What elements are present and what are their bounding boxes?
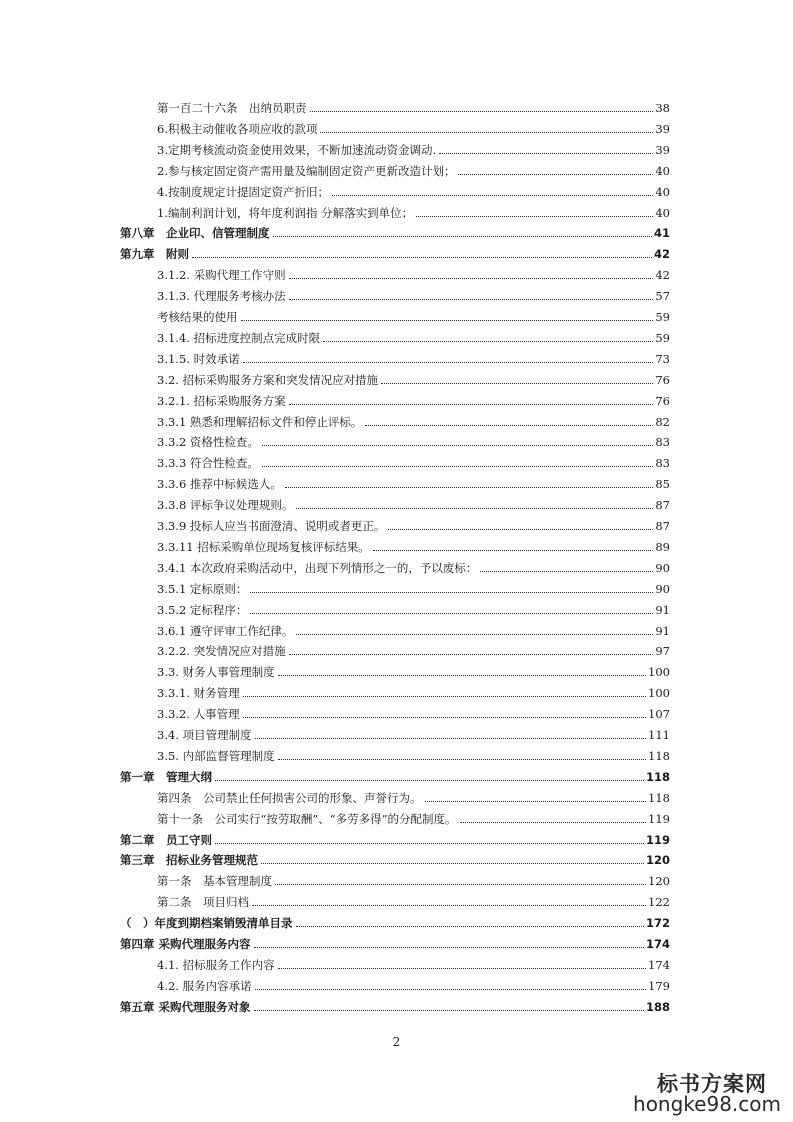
toc-leader-dots xyxy=(480,571,653,572)
toc-entry-page: 91 xyxy=(655,623,670,638)
toc-entry-page: 89 xyxy=(655,539,670,554)
toc-entry-label: 4.1. 招标服务工作内容 xyxy=(157,957,275,972)
toc-entry[interactable] xyxy=(0,889,670,909)
toc-leader-dots xyxy=(243,717,646,718)
toc-leader-dots xyxy=(425,801,647,802)
toc-entry[interactable] xyxy=(0,785,670,805)
toc-leader-dots xyxy=(320,132,653,133)
toc-leader-dots xyxy=(262,445,653,446)
toc-entry-label: 第二条 项目归档 xyxy=(157,895,249,910)
toc-chapter-entry[interactable] xyxy=(0,847,670,867)
toc-leader-dots xyxy=(458,174,653,175)
toc-entry[interactable] xyxy=(0,701,670,721)
toc-entry-label: 3.3.3 符合性检查。 xyxy=(157,456,259,471)
watermark-title: 标书方案网 xyxy=(657,1072,767,1096)
toc-entry[interactable] xyxy=(0,534,670,554)
toc-chapter-entry[interactable] xyxy=(0,220,670,240)
toc-entry-label: 3.6.1 遵守评审工作纪律。 xyxy=(157,623,294,638)
toc-entry-page: 41 xyxy=(653,226,670,241)
toc-entry-page: 122 xyxy=(648,895,670,910)
toc-leader-dots xyxy=(254,947,644,948)
toc-entry-label: 4.按制度规定计提固定资产折旧； xyxy=(157,184,329,199)
toc-entry-page: 59 xyxy=(655,310,670,324)
toc-entry-label: 3.3.11 招标采购单位现场复核评标结果。 xyxy=(157,539,370,554)
toc-entry[interactable] xyxy=(0,409,670,429)
toc-leader-dots xyxy=(273,236,652,237)
toc-leader-dots xyxy=(261,863,644,864)
toc-entry-page: 87 xyxy=(655,498,670,513)
toc-entry-label: 3.4. 项目管理制度 xyxy=(157,728,252,742)
toc-entry[interactable] xyxy=(0,450,670,470)
toc-entry-label: 第十一条 公司实行“按劳取酬”、“多劳多得”的分配制度。 xyxy=(157,811,457,826)
toc-entry-label: 2.参与核定固定资产需用量及编制固定资产更新改造计划； xyxy=(157,163,456,178)
toc-entry[interactable] xyxy=(0,659,670,679)
toc-entry[interactable] xyxy=(0,806,670,826)
toc-entry-page: 38 xyxy=(655,101,670,115)
toc-leader-dots xyxy=(365,425,653,426)
toc-leader-dots xyxy=(192,257,652,258)
toc-entry-page: 100 xyxy=(648,665,670,680)
toc-leader-dots xyxy=(289,278,654,279)
toc-entry[interactable] xyxy=(0,116,670,136)
toc-entry-label: 第一章 管理大纲 xyxy=(120,769,212,784)
toc-entry-label: 3.1.2. 采购代理工作守则 xyxy=(157,268,286,283)
toc-entry-page: 82 xyxy=(655,414,670,429)
toc-entry-label: 3.3.6 推荐中标候选人。 xyxy=(157,477,282,492)
toc-entry-page: 119 xyxy=(648,811,670,826)
toc-entry-label: 3.3.1. 财务管理 xyxy=(157,686,240,701)
toc-leader-dots xyxy=(278,675,646,676)
toc-entry-page: 73 xyxy=(655,351,670,366)
toc-entry-page: 174 xyxy=(648,957,670,972)
toc-entry-page: 118 xyxy=(645,769,670,784)
toc-entry-label: 3.1.3. 代理服务考核办法 xyxy=(157,289,286,304)
toc-leader-dots xyxy=(241,320,654,321)
toc-entry-page: 76 xyxy=(655,393,670,408)
toc-entry[interactable] xyxy=(0,388,670,408)
toc-leader-dots xyxy=(439,153,653,154)
toc-leader-dots xyxy=(285,487,653,488)
toc-entry-page: 39 xyxy=(655,121,670,136)
toc-entry-page: 40 xyxy=(655,184,670,199)
toc-entry[interactable] xyxy=(0,158,670,178)
toc-entry-label: 3.3.8 评标争议处理规则。 xyxy=(157,498,294,513)
toc-entry-page: 76 xyxy=(655,372,670,387)
toc-entry-label: 1.编制利润计划，将年度利润指 分解落实到单位； xyxy=(157,205,414,220)
toc-entry[interactable] xyxy=(0,179,670,199)
toc-entry-label: 第三章 招标业务管理规范 xyxy=(120,853,258,868)
toc-leader-dots xyxy=(416,216,653,217)
toc-entry-label: 3.4.1 本次政府采购活动中，出现下列情形之一的，予以废标： xyxy=(157,560,478,575)
toc-leader-dots xyxy=(255,989,646,990)
toc-entry-page: 188 xyxy=(645,999,670,1014)
toc-entry-label: 3.3.2 资格性检查。 xyxy=(157,435,259,450)
toc-entry-page: 59 xyxy=(655,330,670,345)
toc-leader-dots xyxy=(278,759,646,760)
toc-entry[interactable] xyxy=(0,680,670,700)
toc-leader-dots xyxy=(255,738,646,739)
page-number: 2 xyxy=(392,1035,401,1049)
toc-entry[interactable] xyxy=(0,555,670,575)
toc-entry-page: 87 xyxy=(655,519,670,533)
toc-leader-dots xyxy=(254,1010,644,1011)
toc-entry[interactable] xyxy=(0,304,670,324)
toc-entry-label: 3.2.1. 招标采购服务方案 xyxy=(157,393,286,408)
toc-entry-label: 3.定期考核流动资金使用效果，不断加速流动资金调动. xyxy=(157,142,437,157)
toc-leader-dots xyxy=(310,111,654,112)
toc-entry-page: 179 xyxy=(648,978,670,993)
toc-entry-page: 40 xyxy=(655,205,670,220)
toc-entry-label: 3.3.2. 人事管理 xyxy=(157,707,240,722)
toc-entry-label: 第一百二十六条 出纳员职责 xyxy=(157,101,307,115)
toc-entry[interactable] xyxy=(0,597,670,617)
toc-entry[interactable] xyxy=(0,513,670,533)
toc-entry[interactable] xyxy=(0,492,670,512)
toc-entry-label: 4.2. 服务内容承诺 xyxy=(157,978,252,993)
toc-entry-label: 3.2. 招标采购服务方案和突发情况应对措施 xyxy=(157,372,379,387)
toc-leader-dots xyxy=(296,926,644,927)
toc-leader-dots xyxy=(250,613,653,614)
toc-leader-dots xyxy=(289,299,654,300)
toc-entry-label: 3.3.9 投标人应当书面澄清、说明或者更正。 xyxy=(157,519,386,533)
toc-leader-dots xyxy=(296,508,653,509)
toc-entry-page: 90 xyxy=(655,560,670,575)
toc-chapter-entry[interactable] xyxy=(0,764,670,784)
toc-leader-dots xyxy=(275,884,646,885)
toc-leader-dots xyxy=(250,592,653,593)
toc-entry-label: 3.1.5. 时效承诺 xyxy=(157,351,240,366)
toc-entry-label: 第八章 企业印、信管理制度 xyxy=(120,226,270,241)
toc-entry[interactable] xyxy=(0,429,670,449)
toc-entry[interactable] xyxy=(0,346,670,366)
toc-entry-label: 第二章 员工守则 xyxy=(120,832,212,847)
toc-entry-label: 第五章 采购代理服务对象 xyxy=(120,999,251,1014)
toc-chapter-entry[interactable] xyxy=(0,931,670,951)
toc-entry-page: 111 xyxy=(648,728,670,742)
toc-leader-dots xyxy=(296,634,653,635)
toc-entry[interactable] xyxy=(0,262,670,282)
toc-entry-label: 考核结果的使用 xyxy=(157,310,238,324)
toc-entry-page: 40 xyxy=(655,163,670,178)
toc-entry[interactable] xyxy=(0,200,670,220)
toc-entry[interactable] xyxy=(0,576,670,596)
toc-entry[interactable] xyxy=(0,367,670,387)
toc-entry-page: 90 xyxy=(655,581,670,596)
toc-entry-page: 39 xyxy=(655,142,670,157)
toc-entry-page: 85 xyxy=(655,477,670,492)
toc-entry-page: 42 xyxy=(655,268,670,283)
toc-chapter-entry[interactable] xyxy=(0,910,670,930)
toc-entry-page: 83 xyxy=(655,456,670,471)
toc-entry-label: 6.积极主动催收各项应收的款项 xyxy=(157,121,318,136)
toc-entry-page: 118 xyxy=(648,748,670,763)
toc-leader-dots xyxy=(215,843,644,844)
toc-entry-page: 91 xyxy=(655,602,670,617)
toc-entry-page: 120 xyxy=(645,853,670,868)
toc-leader-dots xyxy=(215,780,644,781)
toc-leader-dots xyxy=(332,195,653,196)
toc-leader-dots xyxy=(381,383,653,384)
toc-entry[interactable] xyxy=(0,95,670,115)
toc-entry-label: 第一条 基本管理制度 xyxy=(157,874,272,889)
toc-entry-page: 172 xyxy=(645,916,670,931)
toc-entry-label: 3.2.2. 突发情况应对措施 xyxy=(157,644,286,659)
toc-leader-dots xyxy=(252,905,646,906)
toc-chapter-entry[interactable] xyxy=(0,994,670,1014)
toc-entry-label: 3.1.4. 招标进度控制点完成时限 xyxy=(157,330,321,345)
toc-entry[interactable] xyxy=(0,638,670,658)
toc-entry-label: （ ）年度到期档案销毁清单目录 xyxy=(120,916,293,931)
toc-entry-label: 3.5.1 定标原则： xyxy=(157,581,248,596)
toc-entry[interactable] xyxy=(0,325,670,345)
toc-entry-label: 第九章 附则 xyxy=(120,247,189,262)
toc-entry[interactable] xyxy=(0,868,670,888)
watermark-url: hongke98.com xyxy=(633,1092,781,1116)
toc-entry-page: 120 xyxy=(648,874,670,889)
toc-entry-label: 第四条 公司禁止任何损害公司的形象、声誉行为。 xyxy=(157,790,422,805)
toc-leader-dots xyxy=(278,968,646,969)
toc-entry-label: 3.5.2 定标程序： xyxy=(157,602,248,617)
toc-entry-label: 3.3.1 熟悉和理解招标文件和停止评标。 xyxy=(157,414,363,429)
toc-leader-dots xyxy=(388,529,653,530)
toc-entry-label: 3.3. 财务人事管理制度 xyxy=(157,665,275,680)
toc-leader-dots xyxy=(243,696,646,697)
toc-entry-page: 107 xyxy=(648,707,670,722)
toc-entry-label: 第四章 采购代理服务内容 xyxy=(120,937,251,951)
toc-entry[interactable] xyxy=(0,137,670,157)
toc-entry-page: 83 xyxy=(655,435,670,450)
toc-entry-page: 119 xyxy=(645,832,670,847)
toc-leader-dots xyxy=(243,362,654,363)
toc-entry-page: 57 xyxy=(655,289,670,304)
toc-entry-page: 174 xyxy=(645,937,670,951)
toc-entry[interactable] xyxy=(0,952,670,972)
toc-entry-page: 100 xyxy=(648,686,670,701)
toc-leader-dots xyxy=(460,822,647,823)
toc-entry-page: 42 xyxy=(653,247,670,262)
toc-entry-label: 3.5. 内部监督管理制度 xyxy=(157,748,275,763)
toc-entry[interactable] xyxy=(0,973,670,993)
toc-chapter-entry[interactable] xyxy=(0,827,670,847)
toc-entry-page: 118 xyxy=(648,790,670,805)
toc-leader-dots xyxy=(373,550,654,551)
toc-leader-dots xyxy=(289,404,654,405)
toc-entry[interactable] xyxy=(0,283,670,303)
toc-entry[interactable] xyxy=(0,471,670,491)
toc-entry-page: 97 xyxy=(655,644,670,659)
toc-chapter-entry[interactable] xyxy=(0,241,670,261)
toc-leader-dots xyxy=(262,466,653,467)
toc-entry[interactable] xyxy=(0,722,670,742)
toc-leader-dots xyxy=(323,341,653,342)
toc-entry[interactable] xyxy=(0,743,670,763)
toc-entry[interactable] xyxy=(0,618,670,638)
toc-leader-dots xyxy=(289,654,654,655)
